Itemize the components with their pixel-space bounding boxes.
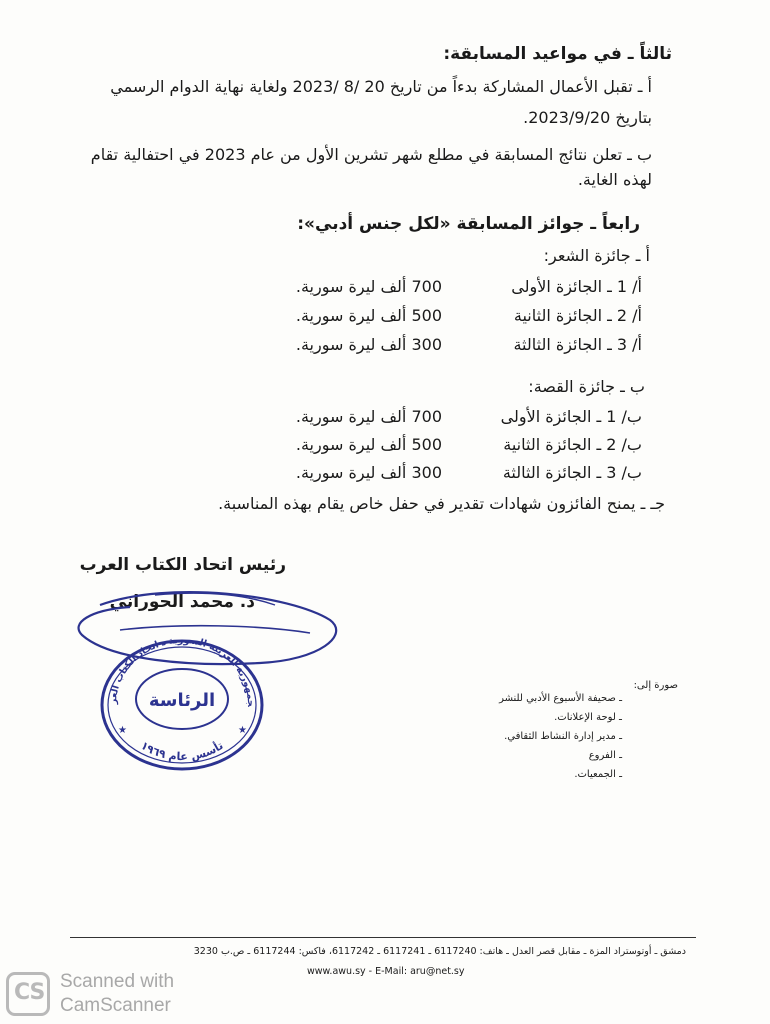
section4-heading: رابعاً ـ جوائز المسابقة «لكل جنس أدبي»: [297,214,640,234]
story-prize-row [295,463,642,485]
scanner-watermark-line1: Scanned with [60,971,175,992]
story-prize-row [295,407,642,429]
poetry-prize-row [295,335,642,357]
prize-label: أ/ 3 ـ الجائزة الثالثة [513,335,642,354]
prize-amount: 500 ألف ليرة سورية. [295,435,442,454]
section3-item-a-line2: بتاريخ 2023/9/20. [523,108,652,127]
cc-title: صورة إلى: [633,680,678,691]
prize-amount: 500 ألف ليرة سورية. [295,306,442,325]
stamp-icon [92,633,272,773]
prize-label: ب/ 2 ـ الجائزة الثانية [503,435,642,454]
section3-item-b-line2: لهذه الغاية. [577,170,652,189]
cc-item: ـ الجمعيات. [574,769,622,780]
poetry-prize-row [295,277,642,299]
stamp-star-icon: ★ [118,725,127,736]
prize-amount: 300 ألف ليرة سورية. [295,335,442,354]
poetry-prize-row [295,306,642,328]
story-title: ب ـ جائزة القصة: [528,377,645,396]
signatory-name: د. محمد الحوراني [109,592,255,612]
section3-heading: ثالثاً ـ في مواعيد المسابقة: [443,44,672,64]
cc-item: ـ صحيفة الأسبوع الأدبي للنشر [499,693,622,704]
cc-list [499,689,622,784]
stamp-ring-top: جمهورية العربية السورية ـ اتحاد الكتاب العر [107,634,257,707]
footer-contact: www.awu.sy - E-Mail: aru@net.sy [307,966,465,977]
section4-item-c: جـ ـ يمنح الفائزون شهادات تقدير في حفل خاص يقام بهذه المناسبة. [218,494,665,513]
cc-item: ـ لوحة الإعلانات. [554,712,622,723]
cc-item: ـ الفروع [588,750,622,761]
prize-label: ب/ 1 ـ الجائزة الأولى [500,407,642,426]
prize-label: ب/ 3 ـ الجائزة الثالثة [502,463,642,482]
footer-divider [70,937,696,938]
svg-text:تأسس عام ١٩٦٩ [138,739,225,763]
prize-amount: 700 ألف ليرة سورية. [295,277,442,296]
official-stamp [92,633,272,773]
stamp-center-text: الرئاسة [148,690,216,711]
signatory-title: رئيس اتحاد الكتاب العرب [79,555,286,575]
section3-item-a-line1: أ ـ تقبل الأعمال المشاركة بدءاً من تاريخ 20 /8 /2023 ولغاية نهاية الدوام الرسمي [110,77,652,96]
prize-label: أ/ 1 ـ الجائزة الأولى [511,277,642,296]
scanner-watermark-line2: CamScanner [60,995,171,1016]
cc-item: ـ مدير إدارة النشاط الثقافي. [504,731,622,742]
poetry-title: أ ـ جائزة الشعر: [543,246,650,265]
prize-label: أ/ 2 ـ الجائزة الثانية [513,306,642,325]
camscanner-logo-icon [6,972,50,1016]
prize-amount: 300 ألف ليرة سورية. [295,463,442,482]
camscanner-logo-text: CS [14,980,45,1005]
stamp-ring-bottom: تأسس عام ١٩٦٩ [138,738,226,764]
story-prize-row [295,435,642,457]
stamp-star-icon: ★ [238,725,247,736]
section3-item-b-line1: ب ـ تعلن نتائج المسابقة في مطلع شهر تشرين الأول من عام 2023 في احتفالية تقام [90,145,652,164]
footer-address: دمشق ـ أوتوستراد المزة ـ مقابل قصر العدل ـ هاتف: 6117240 ـ 6117241 ـ 6117242، فاكس: 6117244 ـ ص.ب 3230 [193,946,686,957]
prize-amount: 700 ألف ليرة سورية. [295,407,442,426]
